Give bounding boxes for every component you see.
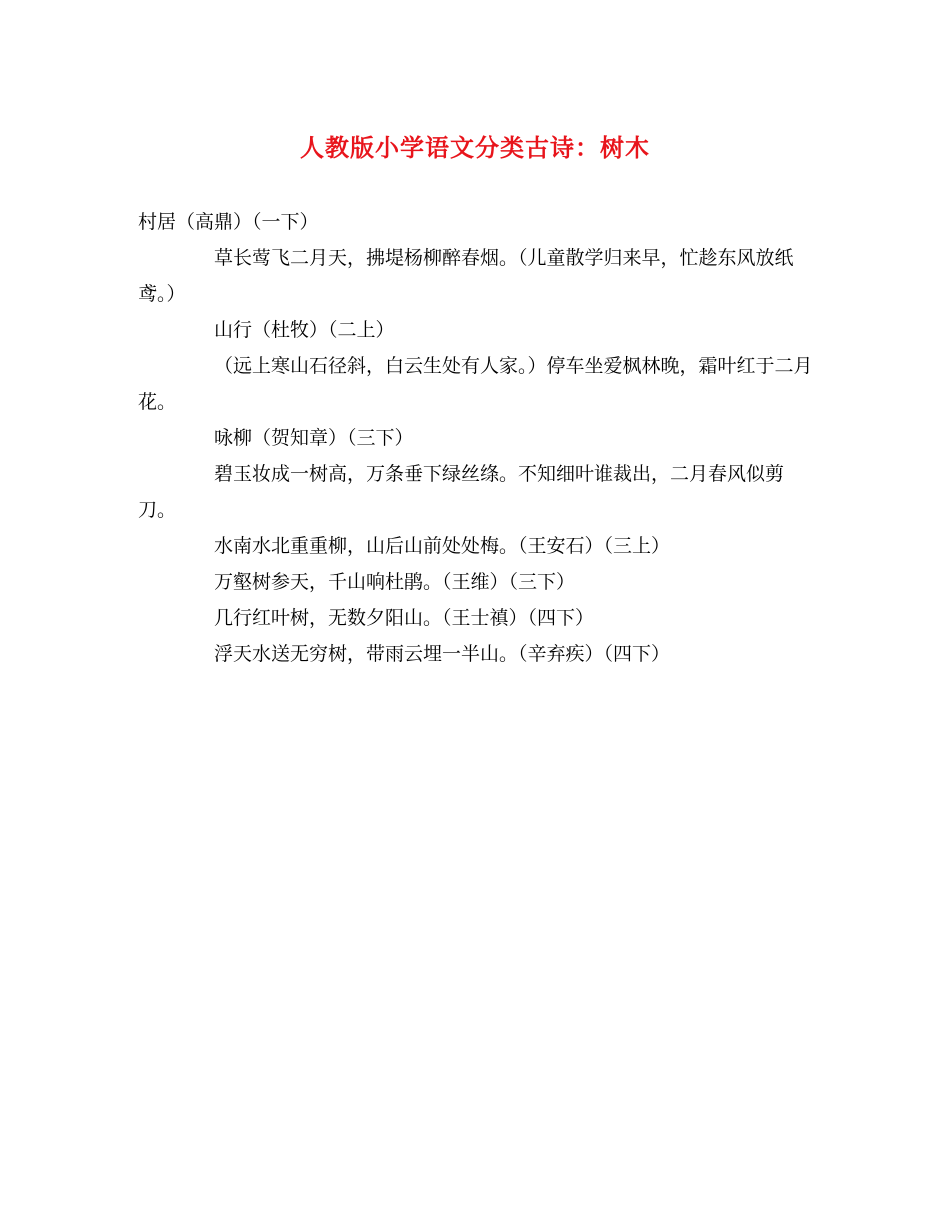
poem-text-yongliu: 碧玉妆成一树高，万条垂下绿丝绦。不知细叶谁裁出，二月春风似剪刀。 xyxy=(138,463,785,521)
poem-line-wangshizhen: 几行红叶树，无数夕阳山。（王士禛）（四下） xyxy=(214,607,595,629)
poem-text-shanxing: （远上寒山石径斜，白云生处有人家。）停车坐爱枫林晚，霜叶红于二月花。 xyxy=(138,355,813,413)
poem-list xyxy=(138,204,818,672)
document-title: 人教版小学语文分类古诗：树木 xyxy=(300,134,650,162)
poem-line-wangwei: 万壑树参天，千山响杜鹃。（王维）（三下） xyxy=(214,571,576,593)
poem-heading-cunju: 村居（高鼎）（一下） xyxy=(138,211,319,233)
poem-line-xinqiji: 浮天水送无穷树，带雨云埋一半山。（辛弃疾）（四下） xyxy=(214,643,671,665)
poem-line-wanganshi: 水南水北重重柳，山后山前处处梅。（王安石）（三上） xyxy=(214,535,671,557)
poem-heading-shanxing: 山行（杜牧）（二上） xyxy=(214,319,395,341)
poem-heading-yongliu: 咏柳（贺知章）（三下） xyxy=(214,427,414,449)
poem-text-cunju: 草长莺飞二月天，拂堤杨柳醉春烟。（儿童散学归来早，忙趁东风放纸鸢。） xyxy=(138,247,794,305)
